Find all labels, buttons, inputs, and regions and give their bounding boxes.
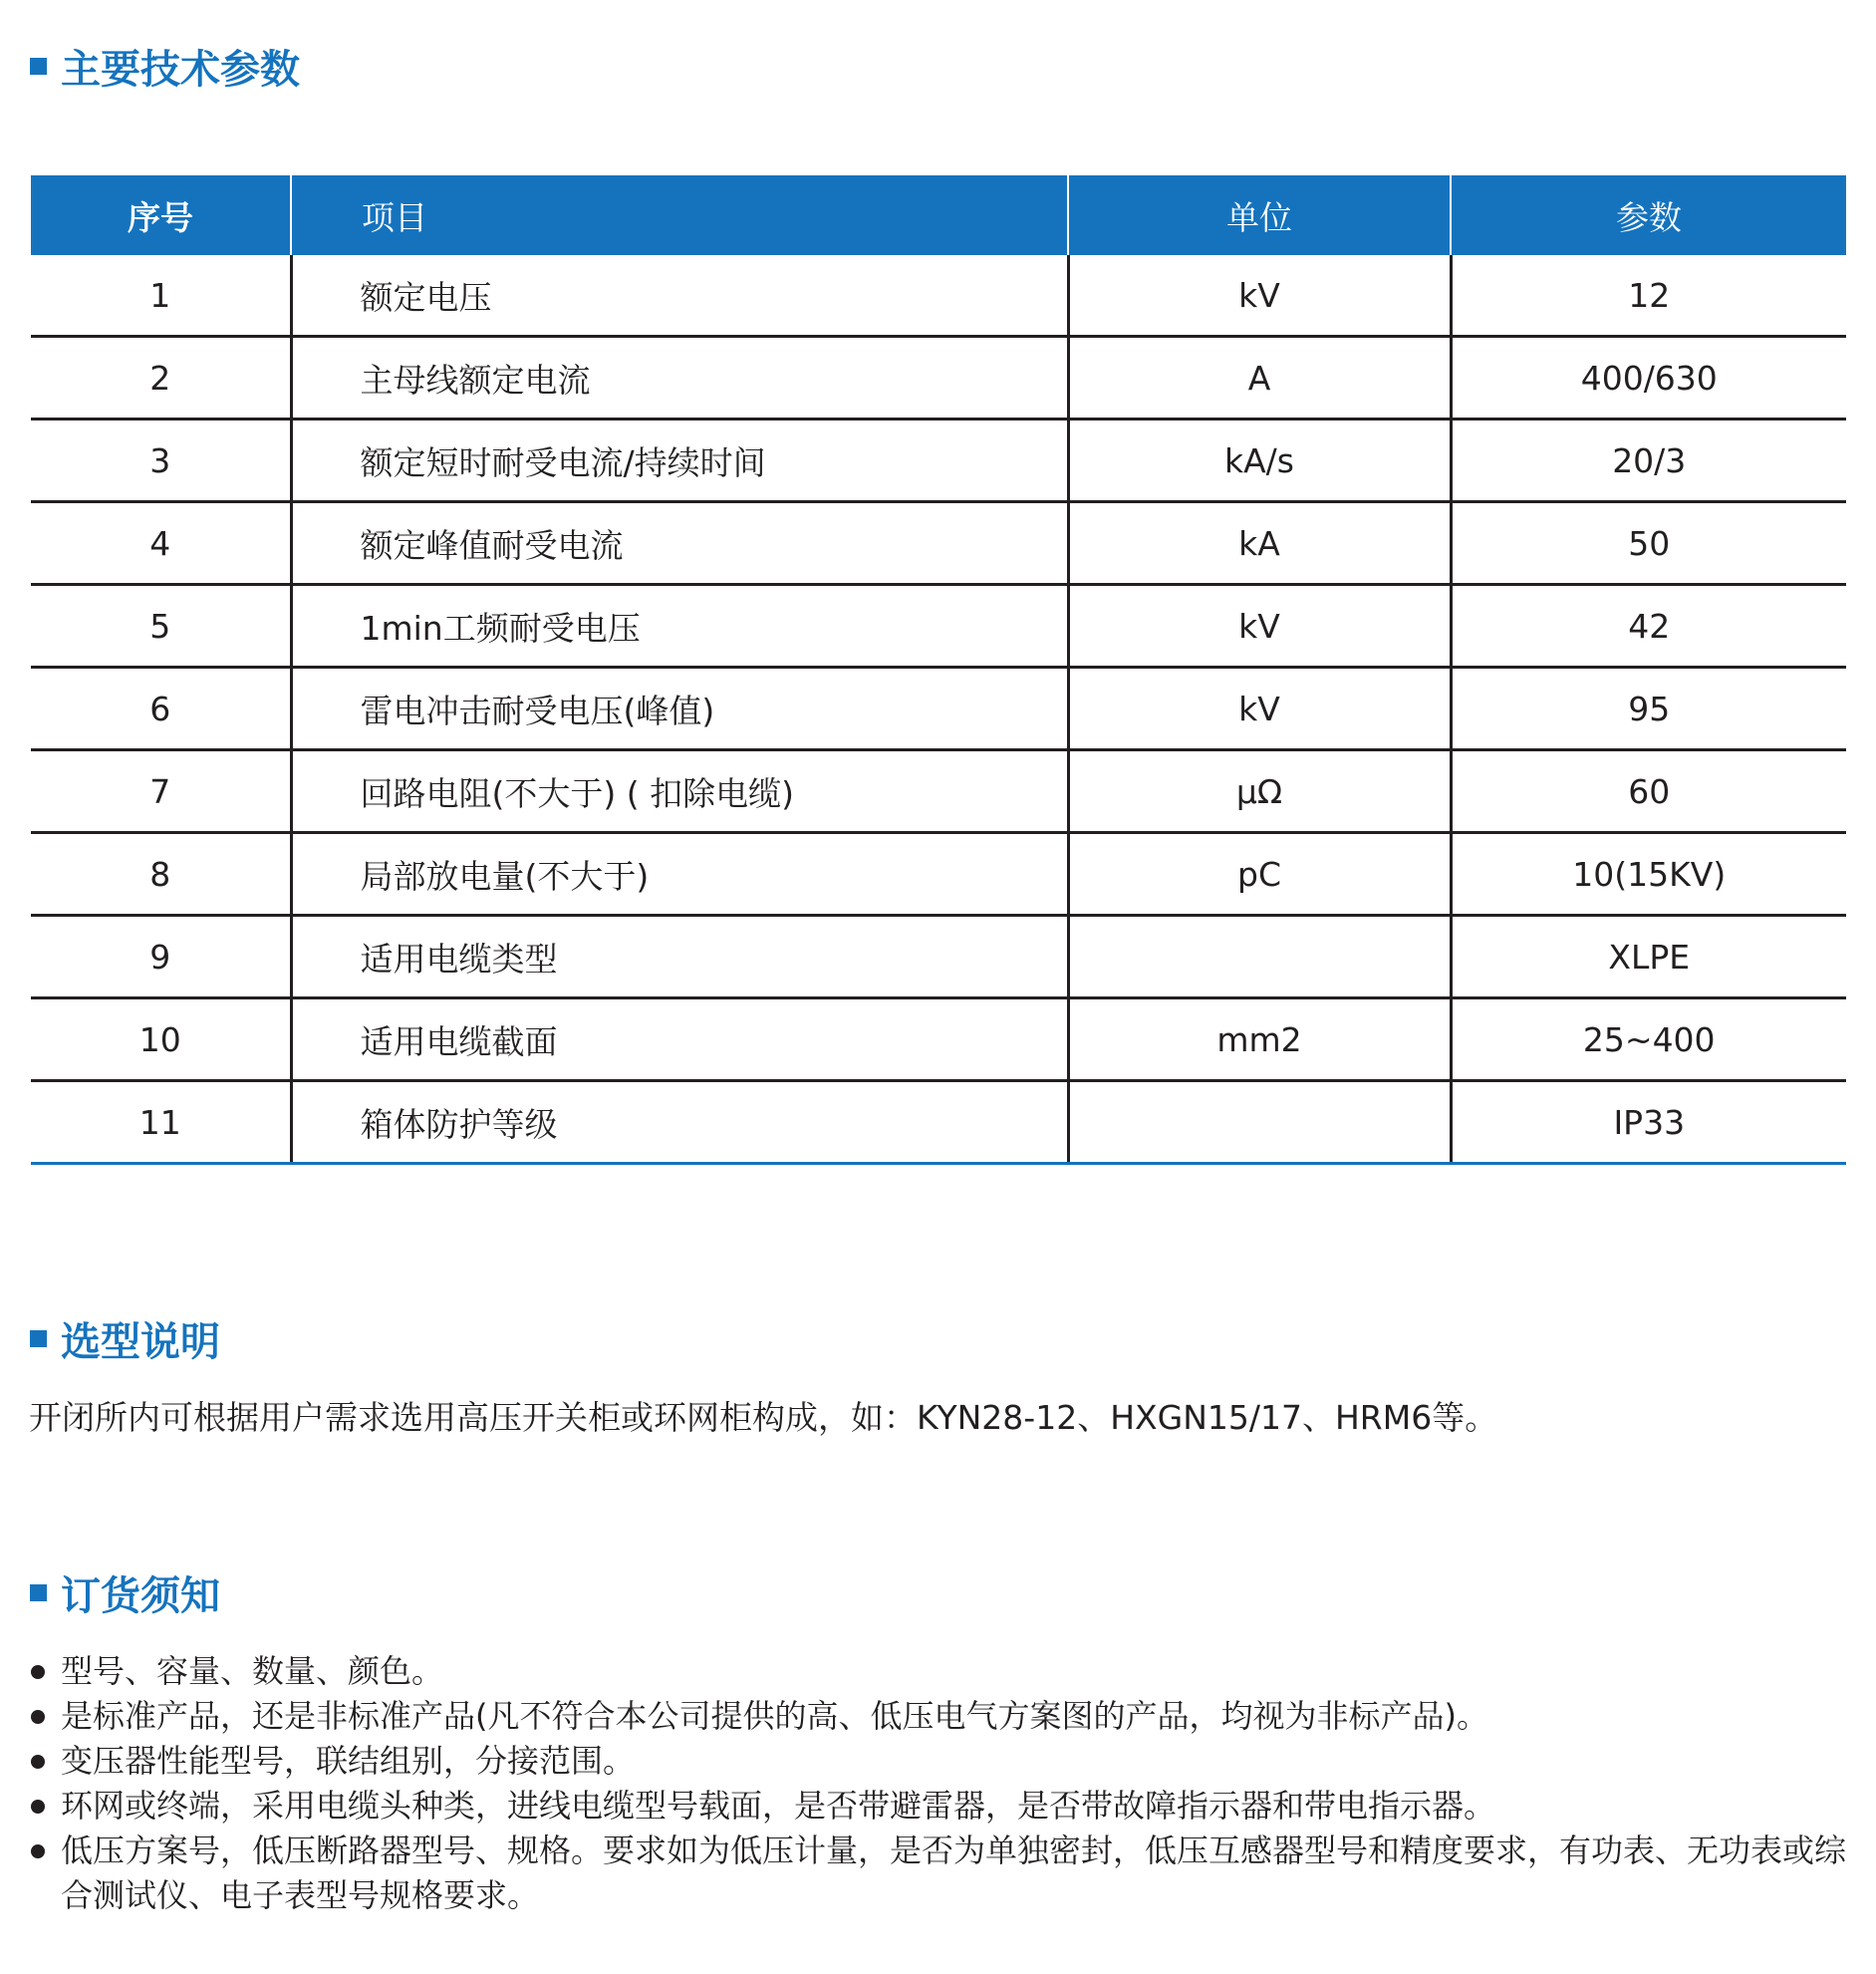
- row-value: 60: [1451, 750, 1846, 833]
- table-row: [31, 750, 1846, 833]
- list-item-text: 是标准产品，还是非标准产品(凡不符合本公司提供的高、低压电气方案图的产品，均视为非标产品)。: [61, 1697, 1488, 1735]
- row-item: 额定短时耐受电流/持续时间: [291, 420, 1068, 502]
- row-no: 7: [31, 750, 291, 833]
- row-unit: mm2: [1068, 998, 1451, 1081]
- square-bullet-icon: [30, 1584, 47, 1601]
- row-value: 25~400: [1451, 998, 1846, 1081]
- list-item-text: 型号、容量、数量、颜色。: [61, 1652, 444, 1690]
- table-header-row: [31, 175, 1846, 255]
- row-unit: kV: [1068, 585, 1451, 668]
- row-no: 1: [31, 255, 291, 337]
- row-unit: [1068, 916, 1451, 998]
- table-row: [31, 337, 1846, 420]
- section-title-text: 选型说明: [61, 1318, 220, 1365]
- row-unit: A: [1068, 337, 1451, 420]
- row-item: 额定电压: [291, 255, 1068, 337]
- row-no: 5: [31, 585, 291, 668]
- header-value: 参数: [1451, 175, 1846, 255]
- row-item: 1min工频耐受电压: [291, 585, 1068, 668]
- list-item: [29, 1784, 1852, 1829]
- row-item: 箱体防护等级: [291, 1081, 1068, 1164]
- bullet-dot-icon: [31, 1755, 45, 1769]
- row-value: 400/630: [1451, 337, 1846, 420]
- row-no: 8: [31, 833, 291, 916]
- row-no: 4: [31, 502, 291, 585]
- ordering-notes-list: [29, 1649, 1852, 1918]
- row-unit: kA: [1068, 502, 1451, 585]
- selection-description: 开闭所内可根据用户需求选用高压开关柜或环网柜构成，如：KYN28-12、HXGN15/17、HRM6等。: [29, 1398, 1498, 1437]
- row-value: 95: [1451, 668, 1846, 750]
- row-value: 42: [1451, 585, 1846, 668]
- row-no: 6: [31, 668, 291, 750]
- row-item: 回路电阻(不大于) ( 扣除电缆): [291, 750, 1068, 833]
- row-item: 适用电缆截面: [291, 998, 1068, 1081]
- row-no: 10: [31, 998, 291, 1081]
- table-row: [31, 833, 1846, 916]
- square-bullet-icon: [30, 1330, 47, 1347]
- section-title-selection: [30, 1308, 220, 1368]
- row-no: 2: [31, 337, 291, 420]
- bullet-dot-icon: [31, 1710, 45, 1724]
- row-value: 10(15KV): [1451, 833, 1846, 916]
- row-no: 9: [31, 916, 291, 998]
- table-row: [31, 420, 1846, 502]
- row-item: 适用电缆类型: [291, 916, 1068, 998]
- list-item: [29, 1739, 1852, 1784]
- row-unit: μΩ: [1068, 750, 1451, 833]
- row-item: 局部放电量(不大于): [291, 833, 1068, 916]
- list-item: [29, 1829, 1852, 1918]
- row-item: 额定峰值耐受电流: [291, 502, 1068, 585]
- header-no: 序号: [31, 175, 291, 255]
- row-item: 主母线额定电流: [291, 337, 1068, 420]
- row-no: 3: [31, 420, 291, 502]
- row-value: XLPE: [1451, 916, 1846, 998]
- section-title-text: 订货须知: [61, 1572, 220, 1619]
- row-value: 12: [1451, 255, 1846, 337]
- table-row: [31, 998, 1846, 1081]
- list-item-text: 环网或终端，采用电缆头种类，进线电缆型号载面，是否带避雷器，是否带故障指示器和带电指示器。: [61, 1787, 1496, 1825]
- bullet-dot-icon: [31, 1800, 45, 1814]
- section-title-ordering: [30, 1562, 220, 1622]
- bullet-dot-icon: [31, 1665, 45, 1679]
- list-item-text: 低压方案号，低压断路器型号、规格。要求如为低压计量，是否为单独密封，低压互感器型号和精度要求，有功表、无功表或综合测试仪、电子表型号规格要求。: [61, 1832, 1847, 1914]
- header-unit: 单位: [1068, 175, 1451, 255]
- row-no: 11: [31, 1081, 291, 1164]
- table-row: [31, 1081, 1846, 1164]
- section-title-text: 主要技术参数: [61, 46, 300, 93]
- bullet-dot-icon: [31, 1844, 45, 1858]
- list-item: [29, 1694, 1852, 1739]
- table-row: [31, 585, 1846, 668]
- table-row: [31, 668, 1846, 750]
- row-unit: kV: [1068, 255, 1451, 337]
- header-item: 项目: [291, 175, 1068, 255]
- square-bullet-icon: [30, 58, 47, 75]
- row-value: 50: [1451, 502, 1846, 585]
- row-value: IP33: [1451, 1081, 1846, 1164]
- technical-params-table: [31, 175, 1846, 1165]
- row-value: 20/3: [1451, 420, 1846, 502]
- row-unit: [1068, 1081, 1451, 1164]
- table-row: [31, 916, 1846, 998]
- section-title-technical-params: [30, 36, 300, 96]
- row-item: 雷电冲击耐受电压(峰值): [291, 668, 1068, 750]
- row-unit: kA/s: [1068, 420, 1451, 502]
- table-row: [31, 502, 1846, 585]
- table-row: [31, 255, 1846, 337]
- row-unit: kV: [1068, 668, 1451, 750]
- row-unit: pC: [1068, 833, 1451, 916]
- list-item: [29, 1649, 1852, 1694]
- list-item-text: 变压器性能型号，联结组别，分接范围。: [61, 1742, 636, 1780]
